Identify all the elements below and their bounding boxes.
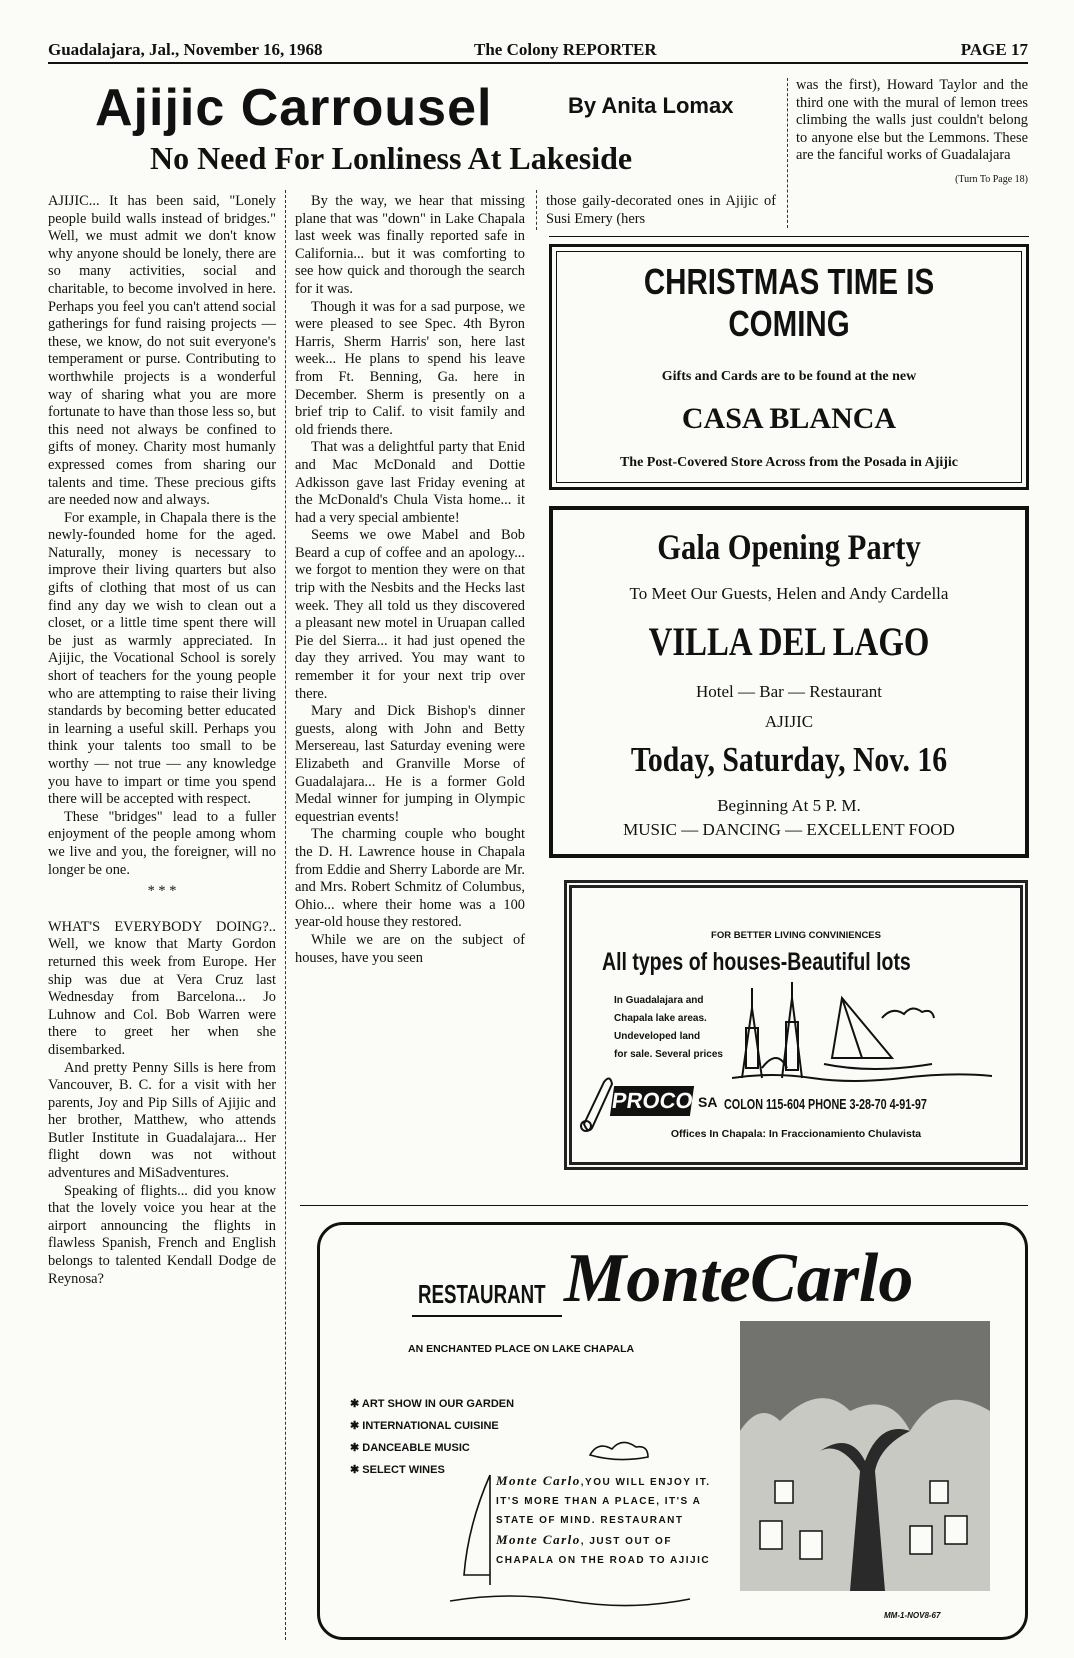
ad-body-line: In Guadalajara and xyxy=(614,995,704,1006)
star-icon: ✱ xyxy=(350,1420,363,1432)
ad-restaurant-name-1: Monte xyxy=(564,1240,751,1317)
ad-text: AJIJIC xyxy=(764,712,814,731)
slogan-brand: Monte Carlo xyxy=(496,1532,581,1547)
header-dateline: Guadalajara, Jal., November 16, 1968 xyxy=(48,40,323,59)
ad-text: Beginning At 5 P. M. xyxy=(717,796,861,815)
ad-text: To Meet Our Guests, Helen and Andy Cardella xyxy=(629,584,949,603)
column-divider-line xyxy=(300,1205,1028,1206)
paragraph: These "bridges" lead to a fuller enjoyment of the people among whom we live and you, the foreigner, will no longer be one. xyxy=(48,808,276,878)
star-icon: ✱ xyxy=(350,1442,363,1454)
ad-store-name: CASA BLANCA xyxy=(681,402,897,435)
column-divider-line xyxy=(549,236,1029,237)
ad-headline-line: CHRISTMAS TIME IS xyxy=(643,261,935,302)
ad-text: MUSIC — DANCING — EXCELLENT FOOD xyxy=(623,820,955,839)
article-subtitle: No Need For Lonliness At Lakeside xyxy=(150,140,633,176)
bullet-item: ✱ INTERNATIONAL CUISINE xyxy=(350,1420,499,1432)
slogan-line: Monte Carlo,YOU WILL ENJOY IT. xyxy=(496,1473,711,1488)
bullet-item: ✱ ART SHOW IN OUR GARDEN xyxy=(350,1398,515,1410)
ad-body-line: for sale. Several prices xyxy=(614,1049,723,1060)
article-column-1 xyxy=(48,193,276,1288)
ad-body-line: Undeveloped land xyxy=(614,1031,701,1042)
article-byline: By Anita Lomax xyxy=(568,93,734,118)
continuation-note: (Turn To Page 18) xyxy=(955,173,1028,185)
paragraph: was the first), Howard Taylor and the third one with the mural of lemon trees climbing the walls just couldn't belong to anyone else but the Lemmons. These are the fanciful works of Guadalajara xyxy=(796,77,1028,164)
ad-proco-real-estate xyxy=(564,880,1028,1170)
paragraph: While we are on the subject of houses, have you seen xyxy=(295,931,525,966)
ad-slogan xyxy=(496,1471,711,1570)
ad-body xyxy=(614,992,723,1064)
proco-logo: PROCO xyxy=(610,1086,694,1116)
slogan-line: Monte Carlo, JUST OUT OF xyxy=(496,1532,672,1547)
paragraph: Speaking of flights... did you know that the lovely voice you hear at the airport announcing the flights in flawless Spanish, French and English belongs to talented Kendall Dodge de Reynosa? xyxy=(48,1182,276,1287)
safety-pin-icon xyxy=(576,1074,616,1134)
ad-casa-blanca xyxy=(549,244,1029,490)
column-rule xyxy=(787,78,788,228)
star-icon: ✱ xyxy=(350,1464,363,1476)
ad-offices: Offices In Chapala: In Fraccionamiento Chulavista xyxy=(670,1128,922,1140)
article-column-4 xyxy=(796,77,1028,189)
column-rule xyxy=(536,190,537,230)
ad-tagline: AN ENCHANTED PLACE ON LAKE CHAPALA xyxy=(408,1343,635,1355)
paragraph: Though it was for a sad purpose, we were pleased to see Spec. 4th Byron Harris, Sherm Harris' son, here last week... He plans to spend his leave from Ft. Benning, Ga. here in December. Sherm is presently on a brief trip to Calif. to visit family and old friends there. xyxy=(295,298,525,438)
ad-villa-del-lago xyxy=(549,506,1029,858)
star-icon: ✱ xyxy=(350,1398,362,1410)
article-title: Ajijic Carrousel xyxy=(95,79,493,137)
paragraph: WHAT'S EVERYBODY DOING?.. Well, we know that Marty Gordon returned this week from Europe. Her ship was due at Vera Cruz last Wednesday from Barcelona... Jo Luhnow and Col. Bob Warren were there to greet her when she disembarked. xyxy=(48,918,276,1058)
paragraph: those gaily-decorated ones in Ajijic of Susi Emery (hers xyxy=(546,193,776,227)
slogan-line: CHAPALA ON THE ROAD TO AJIJIC xyxy=(496,1555,711,1566)
slogan-brand: Monte Carlo xyxy=(496,1473,581,1488)
ad-text: Gifts and Cards are to be found at the new xyxy=(661,369,917,384)
paragraph: Mary and Dick Bishop's dinner guests, along with John and Betty Mersereau, last Saturday evening were Elizabeth and Granville Morse of Guadalajara... He is a former Gold Medal winner for jumping in Olympic equestrian events! xyxy=(295,703,525,825)
paragraph: And pretty Penny Sills is here from Vancouver, B. C. for a visit with her parents, Joy and Pip Sills of Ajijic and her brother, Matthew, who attends Butler Institute in Guadalajara... Her flight down was not without adventures and MiSadventures. xyxy=(48,1059,276,1182)
ad-headline: Gala Opening Party xyxy=(657,527,921,567)
paragraph: The charming couple who bought the D. H. Lawrence house in Chapala from Eddie and Sherry Laborde are Mr. and Mrs. Robert Schmitz of Columbus, Ohio... where their home was a 100 year-old house they restored. xyxy=(295,826,525,931)
ad-venue-name: VILLA DEL LAGO xyxy=(648,619,930,664)
ad-date: Today, Saturday, Nov. 16 xyxy=(630,740,948,779)
article-column-2 xyxy=(295,193,525,967)
header-page-number: PAGE 17 xyxy=(960,40,1028,59)
ad-code: MM-1-NOV8-67 xyxy=(884,1611,941,1620)
page-header xyxy=(48,38,1028,64)
ad-body-line: Chapala lake areas. xyxy=(614,1013,707,1024)
ad-tagline: FOR BETTER LIVING CONVINIENCES xyxy=(711,930,881,941)
ad-restaurant-name-2: Carlo xyxy=(750,1240,914,1317)
ad-headline: All types of houses-Beautiful lots xyxy=(602,948,911,976)
paragraph: That was a delightful party that Enid and Mac McDonald and Dottie Adkisson gave last Friday evening at the McDonald's Chula Vista home... it had a very special ambiente! xyxy=(295,439,525,526)
ad-text: Hotel — Bar — Restaurant xyxy=(695,682,882,701)
paragraph: AJIJIC... It has been said, "Lonely people build walls instead of bridges." Well, we must admit we don't know why anyone should be lonely, there are so many activities, social and charitable, to become involved in here. Perhaps you feel you can't attend social gatherings for fund raising projects — these, we know, do not suit everyone's temperament or purse. Contributing to worthwhile projects is a wonderful way of sharing what you are more fortunate to have than those less so, but this need not always be confined to gifts of money. Charity most humanly expressed comes from sharing our talents and time. These precious gifts are needed now and always. xyxy=(48,193,276,509)
ad-headline xyxy=(595,261,984,345)
underline xyxy=(412,1315,562,1317)
paragraph: By the way, we hear that missing plane that was "down" in Lake Chapala last week was finally reported safe in California... but it was comforting to see how quick and thorough the search for it was. xyxy=(295,193,525,297)
article-column-3 xyxy=(546,193,776,228)
ad-contact: COLON 115-604 PHONE 3-28-70 4-91-97 xyxy=(724,1096,927,1113)
ad-restaurant-label: RESTAURANT xyxy=(418,1279,546,1309)
column-rule xyxy=(285,190,286,1640)
paragraph: Seems we owe Mabel and Bob Beard a cup of coffee and an apology... we forgot to mention they were on that trip with the Nesbits and the Hecks last week. They all told us they discovered a pleasant new motel in Uruapan called Pie del Sierra... it had just opened the day they arrived. You may want to remember it for your next trip over there. xyxy=(295,527,525,702)
paragraph: For example, in Chapala there is the newly-founded home for the aged. Naturally, money is necessary to improve their living quarters but also gifts of clothing that most of us can find any day we wish to clean out a closet, or a little time spent there will be just as warmly appreciated. In Ajijic, the Vocational School is sorely short of teachers for the young people who are attempting to raise their living standards by becoming better educated in learning a useful skill. Perhaps you think your talents too small to be worthy — not true — any knowledge you have to impart or time you spend there will be accepted with respect. xyxy=(48,509,276,808)
ad-monte-carlo-restaurant xyxy=(317,1222,1028,1640)
garden-tree-illustration xyxy=(740,1321,990,1591)
ad-headline-line: COMING xyxy=(728,303,850,344)
church-sailboat-illustration xyxy=(732,978,992,1088)
section-separator: * * * xyxy=(147,883,177,900)
proco-logo-suffix: SA xyxy=(698,1094,718,1110)
slogan-line: IT'S MORE THAN A PLACE, IT'S A xyxy=(496,1496,702,1507)
ad-text: The Post-Covered Store Across from the Posada in Ajijic xyxy=(619,455,959,470)
bullet-item: ✱ DANCEABLE MUSIC xyxy=(350,1442,470,1454)
bullet-item: ✱ SELECT WINES xyxy=(350,1464,445,1476)
header-paper-name: The Colony REPORTER xyxy=(474,40,657,59)
slogan-line: STATE OF MIND. RESTAURANT xyxy=(496,1515,684,1526)
